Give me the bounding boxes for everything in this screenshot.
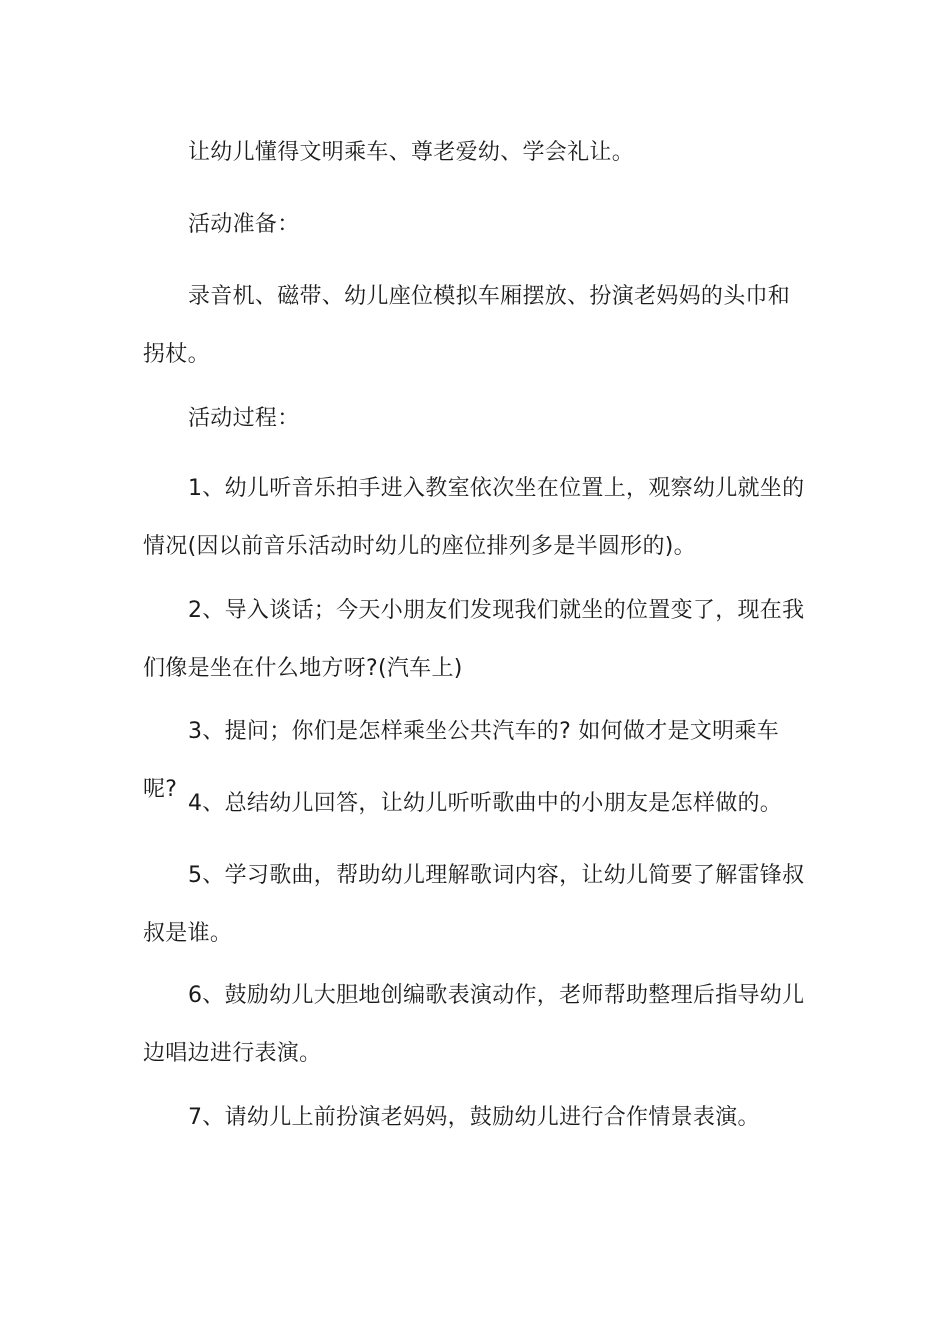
process-heading: 活动过程： [188, 406, 300, 431]
step-4-paragraph: 4、总结幼儿回答，让幼儿听听歌曲中的小朋友是怎样做的。 [188, 791, 783, 816]
goal-paragraph: 让幼儿懂得文明乘车、尊老爱幼、学会礼让。 [188, 140, 635, 165]
step-5-paragraph: 5、学习歌曲，帮助幼儿理解歌词内容，让幼儿简要了解雷锋叔叔是谁。 [143, 863, 805, 946]
step-1-paragraph: 1、幼儿听音乐拍手进入教室依次坐在位置上，观察幼儿就坐的情况(因以前音乐活动时幼儿的座位排列多是半圆形的)。 [143, 476, 805, 559]
preparation-paragraph: 录音机、磁带、幼儿座位模拟车厢摆放、扮演老妈妈的头巾和拐杖。 [143, 284, 791, 367]
preparation-heading: 活动准备： [188, 212, 300, 237]
step-7-paragraph: 7、请幼儿上前扮演老妈妈，鼓励幼儿进行合作情景表演。 [188, 1105, 760, 1130]
step-2-paragraph: 2、导入谈话；今天小朋友们发现我们就坐的位置变了，现在我们像是坐在什么地方呀?(汽车上) [143, 598, 805, 681]
step-6-paragraph: 6、鼓励幼儿大胆地创编歌表演动作，老师帮助整理后指导幼儿边唱边进行表演。 [143, 983, 805, 1066]
step-3-paragraph: 3、提问；你们是怎样乘坐公共汽车的? 如何做才是文明乘车呢? [143, 719, 780, 802]
